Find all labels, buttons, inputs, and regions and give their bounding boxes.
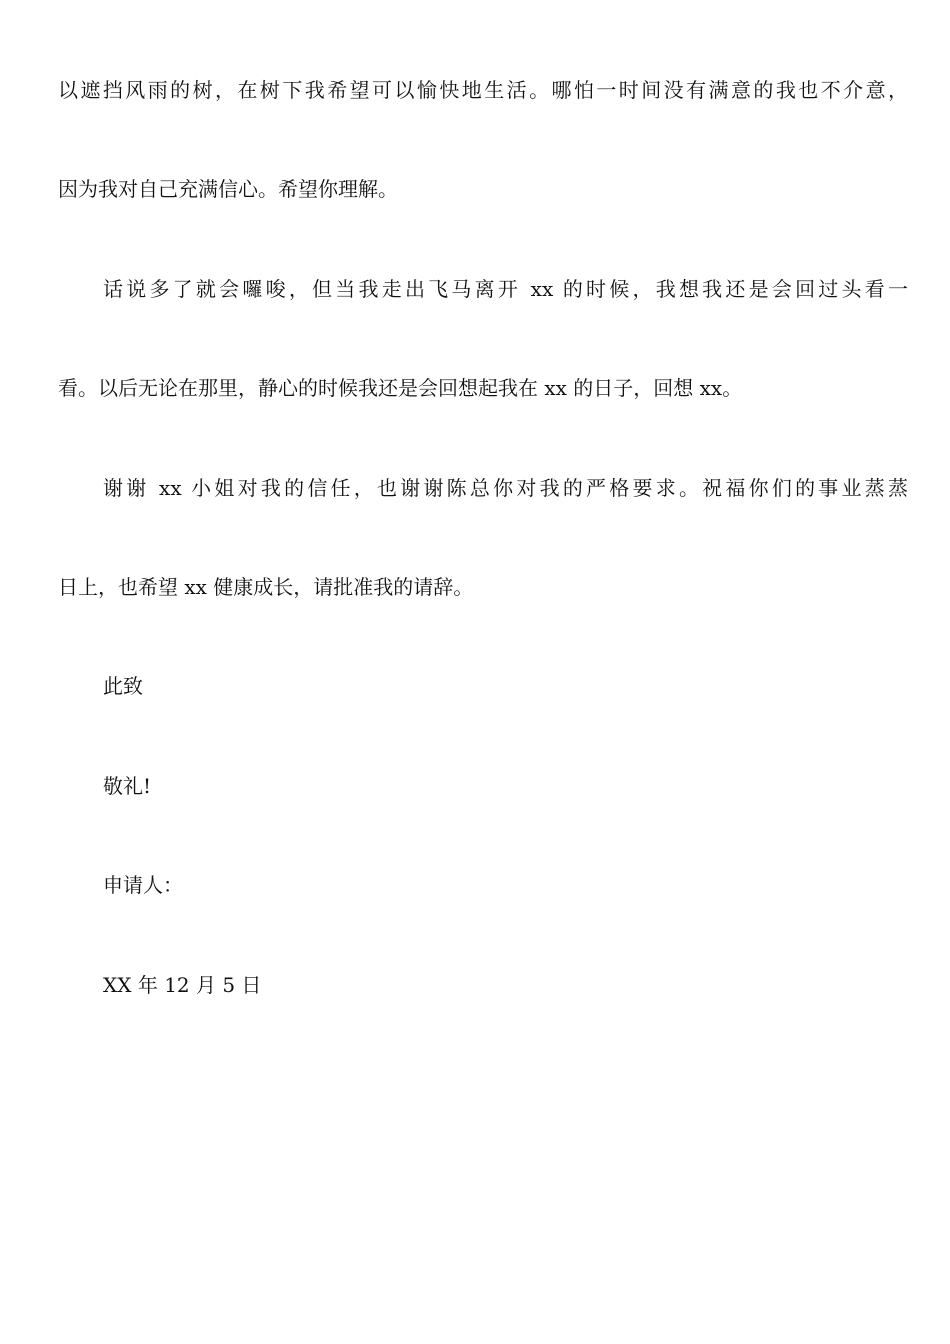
body-line-2: 因为我对自己充满信心。希望你理解。: [58, 177, 398, 201]
closing-text: 此致: [103, 674, 143, 698]
body-line-5: 谢谢 xx 小姐对我的信任，也谢谢陈总你对我的严格要求。祝福你们的事业蒸蒸: [103, 476, 908, 500]
salute-text: 敬礼!: [103, 774, 152, 798]
body-line-1: 以遮挡风雨的树，在树下我希望可以愉快地生活。哪怕一时间没有满意的我也不介意，: [58, 78, 908, 102]
body-line-4: 看。以后无论在那里，静心的时候我还是会回想起我在 xx 的日子，回想 xx。: [58, 376, 743, 400]
date-text: XX 年 12 月 5 日: [103, 973, 262, 997]
body-line-3: 话说多了就会囉唆，但当我走出飞马离开 xx 的时候，我想我还是会回过头看一: [103, 277, 908, 301]
applicant-label: 申请人：: [103, 873, 183, 897]
body-line-6: 日上，也希望 xx 健康成长，请批准我的请辞。: [58, 575, 474, 599]
